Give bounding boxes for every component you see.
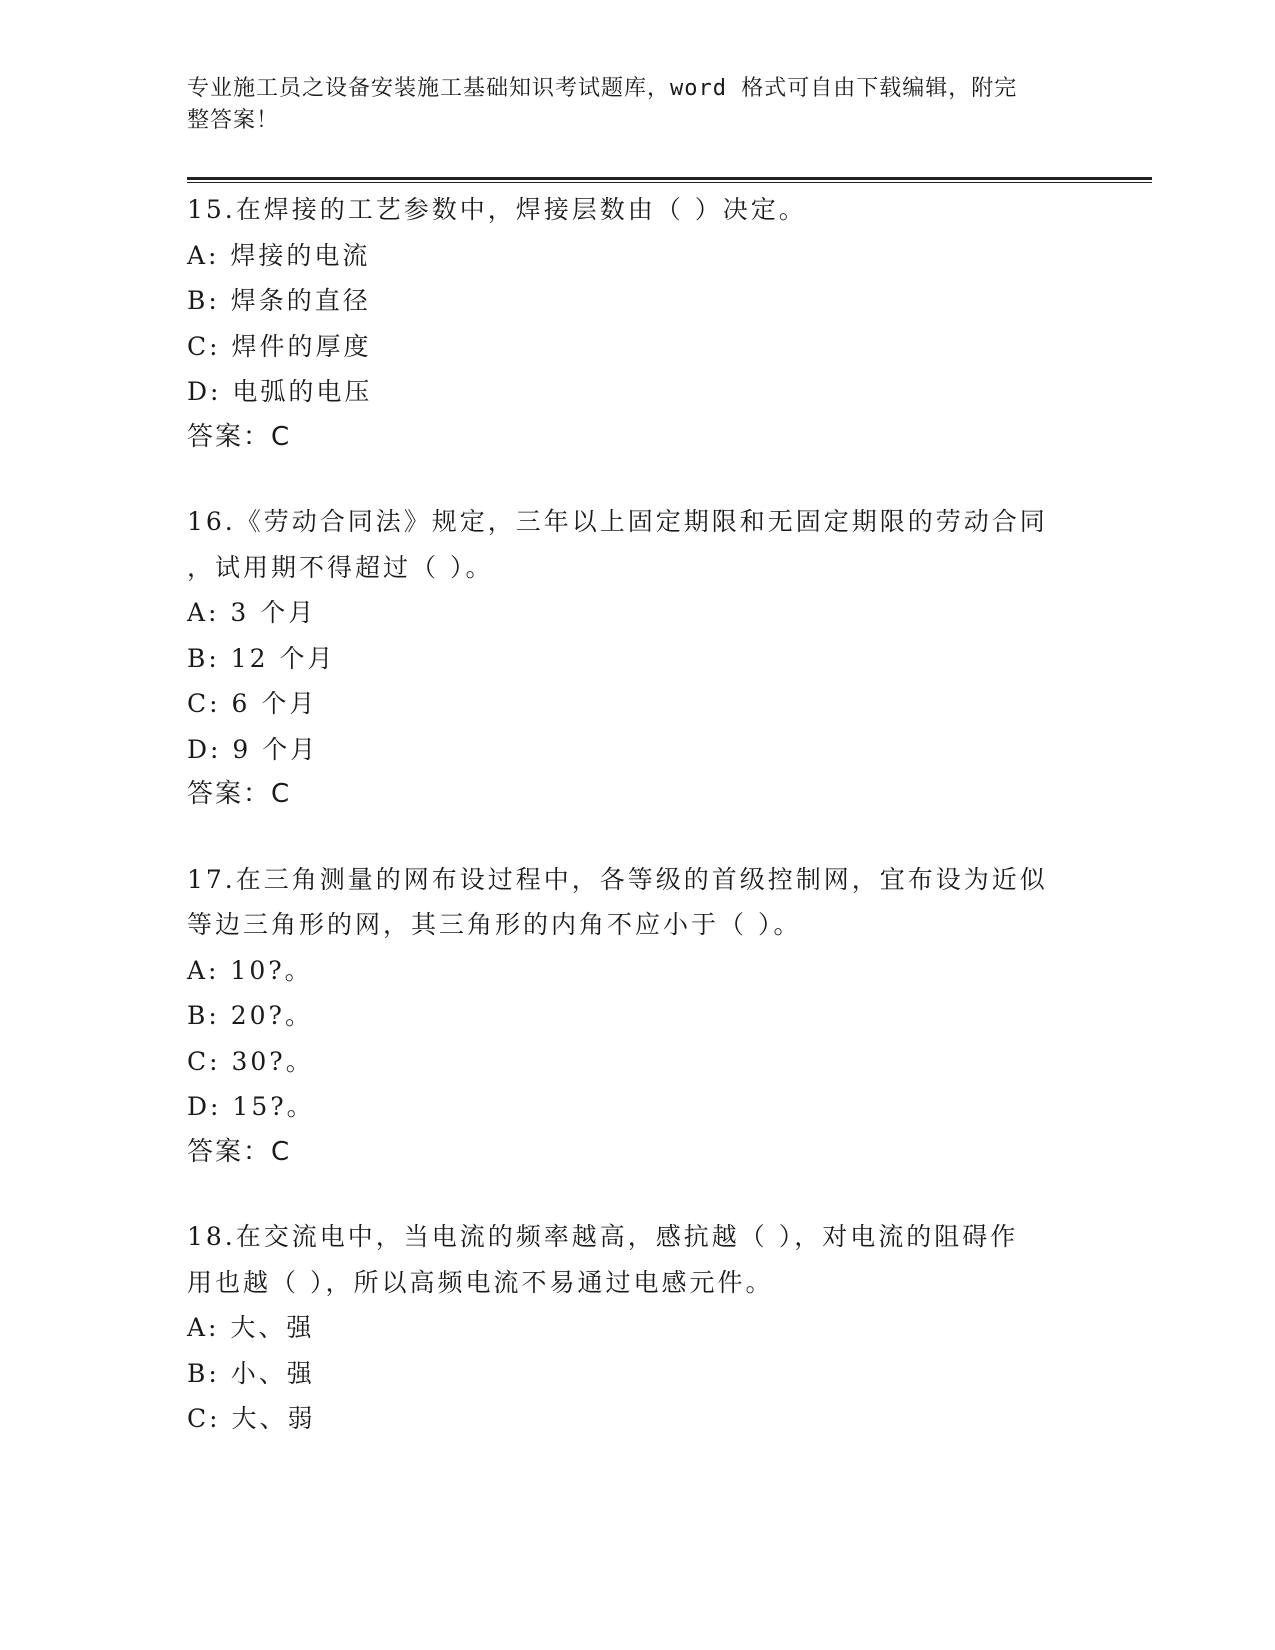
question-text-continued: ，试用期不得超过（ ）。 (187, 552, 494, 582)
option-a: A: 大、强 (187, 1313, 315, 1342)
header-divider-thin (187, 182, 1152, 183)
question-text: 16.《劳动合同法》规定，三年以上固定期限和无固定期限的劳动合同 (187, 507, 1048, 536)
option-c: C: 30?。 (187, 1046, 314, 1076)
question-text: 17.在三角测量的网布设过程中，各等级的首级控制网，宜布设为近似 (187, 864, 1048, 894)
option-d: D: 电弧的电压 (187, 377, 373, 406)
question-text-continued: 用也越（ ），所以高频电流不易通过电感元件。 (187, 1267, 774, 1297)
option-d: D: 9 个月 (187, 734, 319, 764)
document-header (187, 73, 1067, 137)
question-17 (187, 857, 1087, 1176)
answer: 答案：C (187, 779, 292, 809)
question-text: 15.在焊接的工艺参数中，焊接层数由（ ）决定。 (187, 195, 807, 224)
question-15 (187, 187, 1087, 460)
option-b: B: 焊条的直径 (187, 286, 371, 315)
answer: 答案：C (187, 1136, 292, 1167)
option-b: B: 小、强 (187, 1358, 315, 1388)
header-line-2: 整答案！ (187, 108, 280, 133)
answer: 答案：C (187, 421, 292, 452)
option-c: C: 焊件的厚度 (187, 331, 372, 361)
header-divider-thick (187, 177, 1152, 180)
option-a: A: 焊接的电流 (187, 240, 371, 270)
header-line-1: 专业施工员之设备安装施工基础知识考试题库，word 格式可自由下载编辑，附完 (187, 76, 1018, 101)
question-list (187, 187, 1087, 1481)
option-b: B: 20?。 (187, 1001, 313, 1030)
question-text-continued: 等边三角形的网，其三角形的内角不应小于（ ）。 (187, 910, 802, 939)
option-a: A: 3 个月 (187, 598, 317, 627)
option-a: A: 10?。 (187, 955, 313, 985)
option-d: D: 15?。 (187, 1092, 315, 1121)
question-text: 18.在交流电中，当电流的频率越高，感抗越（ ），对电流的阻碍作 (187, 1222, 1019, 1251)
option-c: C: 大、弱 (187, 1404, 316, 1433)
question-18 (187, 1214, 1087, 1442)
option-c: C: 6 个月 (187, 689, 318, 718)
question-16 (187, 499, 1087, 818)
option-b: B: 12 个月 (187, 643, 336, 673)
